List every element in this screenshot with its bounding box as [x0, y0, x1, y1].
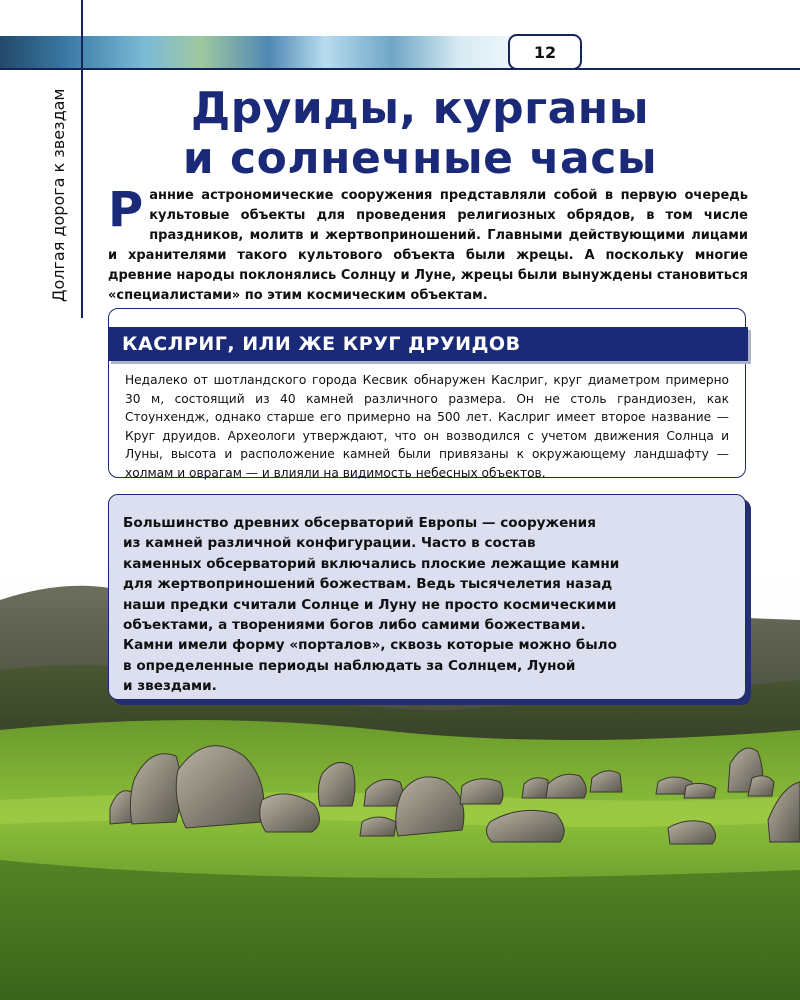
highlight-line: для жертвоприношений божествам. Ведь тысячелетия назад: [123, 576, 613, 593]
header-rule: [0, 68, 800, 70]
highlight-line: каменных обсерваторий включались плоские лежащие камни: [123, 555, 620, 572]
highlight-line: Большинство древних обсерваторий Европы — сооружения: [123, 515, 596, 531]
running-head: Долгая дорога к звездам: [49, 88, 68, 302]
highlight-box: [108, 494, 746, 700]
highlight-line: в определенные периоды наблюдать за Солнцем, Луной: [123, 657, 576, 674]
page-number: 12: [508, 34, 582, 70]
castlerigg-heading: КАСЛРИГ, ИЛИ ЖЕ КРУГ ДРУИДОВ: [122, 333, 521, 355]
highlight-text: [123, 513, 723, 697]
intro-text: анние астрономические сооружения представляли собой в первую очередь культовые объекты для проведения религиозных обрядов, в том числе праздников, молитв и жертвоприношений. Главными действующими лицами и хранителями такого культового объекта были жрецы. А поскольку многие древние народы поклонялись Солнцу и Луне, жрецы были вынуждены становиться «специалистами» по этим космическим объектам.: [108, 188, 748, 303]
castlerigg-text: Недалеко от шотландского города Кесвик обнаружен Каслриг, круг диаметром примерно 30 м, состоящий из 40 камней различного размера. Он не столь грандиозен, как Стоунхендж, однако старше его примерно на 500 лет. Каслриг имеет второе название — Круг друидов. Археологи утверждают, что он возводился с учетом движения Солнца и Луны, высота и расположение камней были привязаны к окружающему ландшафту — холмам и оврагам — и влияли на видимость небесных объектов.: [125, 373, 729, 480]
highlight-line: из камней различной конфигурации. Часто в состав: [123, 535, 536, 552]
drop-cap: Р: [108, 182, 144, 238]
margin-rule: [81, 0, 83, 318]
title-line-2: и солнечные часы: [182, 133, 658, 184]
intro-paragraph: [108, 182, 748, 306]
castlerigg-heading-bar: [108, 327, 748, 361]
title-line-1: Друиды, курганы: [191, 83, 649, 134]
castlerigg-box: [108, 308, 746, 478]
highlight-line: наши предки считали Солнце и Луну не просто космическими: [123, 596, 617, 613]
highlight-line: и звездами.: [123, 678, 217, 695]
highlight-line: объектами, а творениями богов либо самими божествами.: [123, 617, 586, 634]
page-title: [120, 84, 720, 184]
header-photo-strip: [0, 36, 560, 68]
highlight-line: Камни имели форму «порталов», сквозь которые можно было: [123, 637, 617, 654]
